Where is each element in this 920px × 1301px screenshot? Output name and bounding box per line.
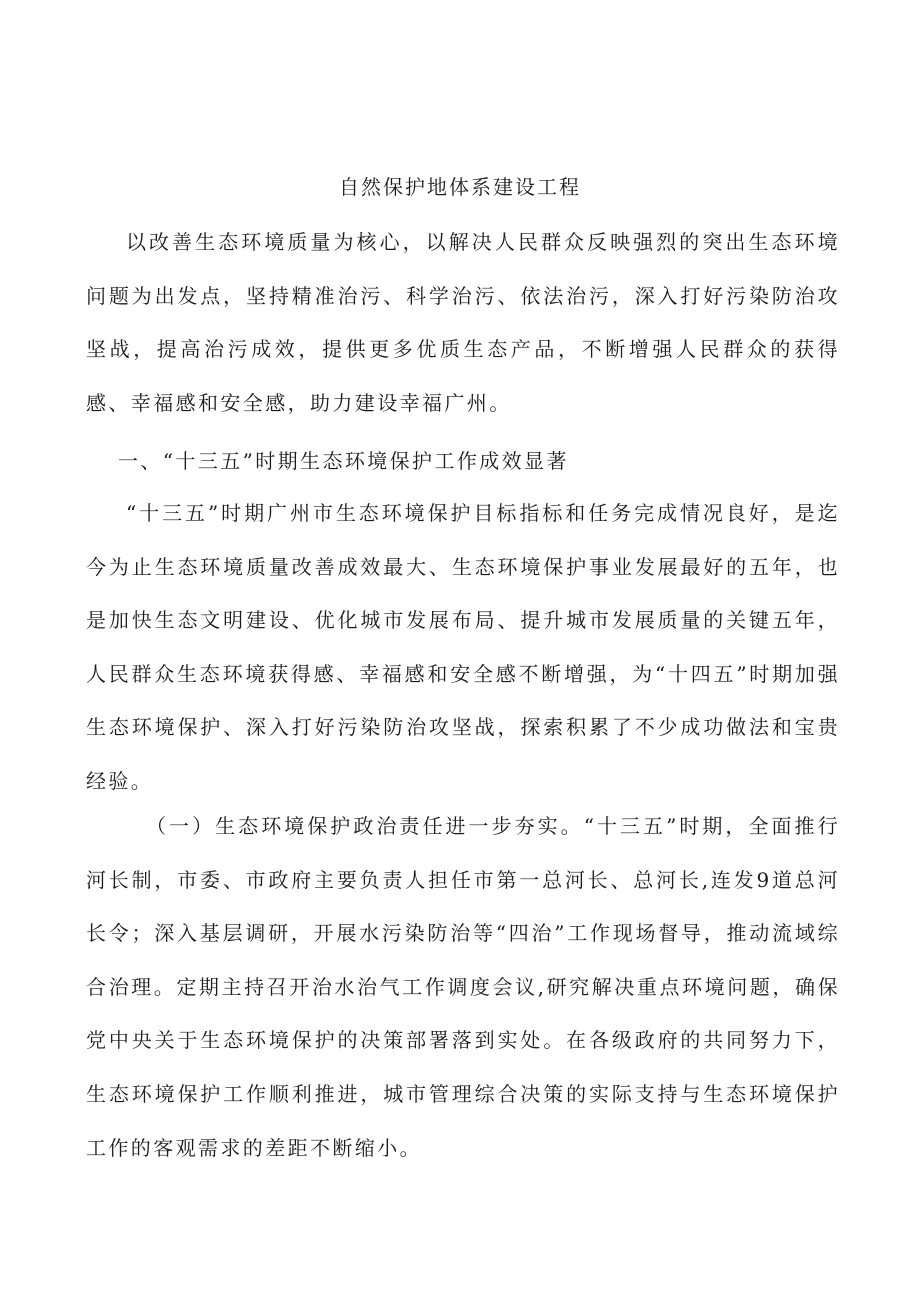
achievement-paragraph: “十三五”时期广州市生态环境保护目标指标和任务完成情况良好，是迄今为止生态环境质量改善成效最大、生态环境保护事业发展最好的五年，也是加快生态文明建设、优化城市发展布局、提升城市发展质量的关键五年，人民群众生态环境获得感、幸福感和安全感不断增强，为“十四五”时期加强生态环境保护、深入打好污染防治攻坚战，探索积累了不少成功做法和宝贵经验。 (86, 501, 840, 793)
section-heading-1: 一、“十三五”时期生态环境保护工作成效显著 (118, 449, 569, 473)
document-title: 自然保护地体系建设工程 (339, 175, 581, 199)
intro-paragraph: 以改善生态环境质量为核心，以解决人民群众反映强烈的突出生态环境问题为出发点，坚持精准治污、科学治污、依法治污，深入打好污染防治攻坚战，提高治污成效，提供更多优质生态产品，不断增强人民群众的获得感、幸福感和安全感，助力建设幸福广州。 (86, 230, 840, 415)
subsection-1-paragraph: （一）生态环境保护政治责任进一步夯实。“十三五”时期，全面推行河长制，市委、市政府主要负责人担任市第一总河长、总河长,连发9道总河长令；深入基层调研，开展水污染防治等“四治”工作现场督导，推动流域综合治理。定期主持召开治水治气工作调度会议,研究解决重点环境问题，确保党中央关于生态环境保护的决策部署落到实处。在各级政府的共同努力下，生态环境保护工作顺利推进，城市管理综合决策的实际支持与生态环境保护工作的客观需求的差距不断缩小。 (86, 814, 840, 1160)
